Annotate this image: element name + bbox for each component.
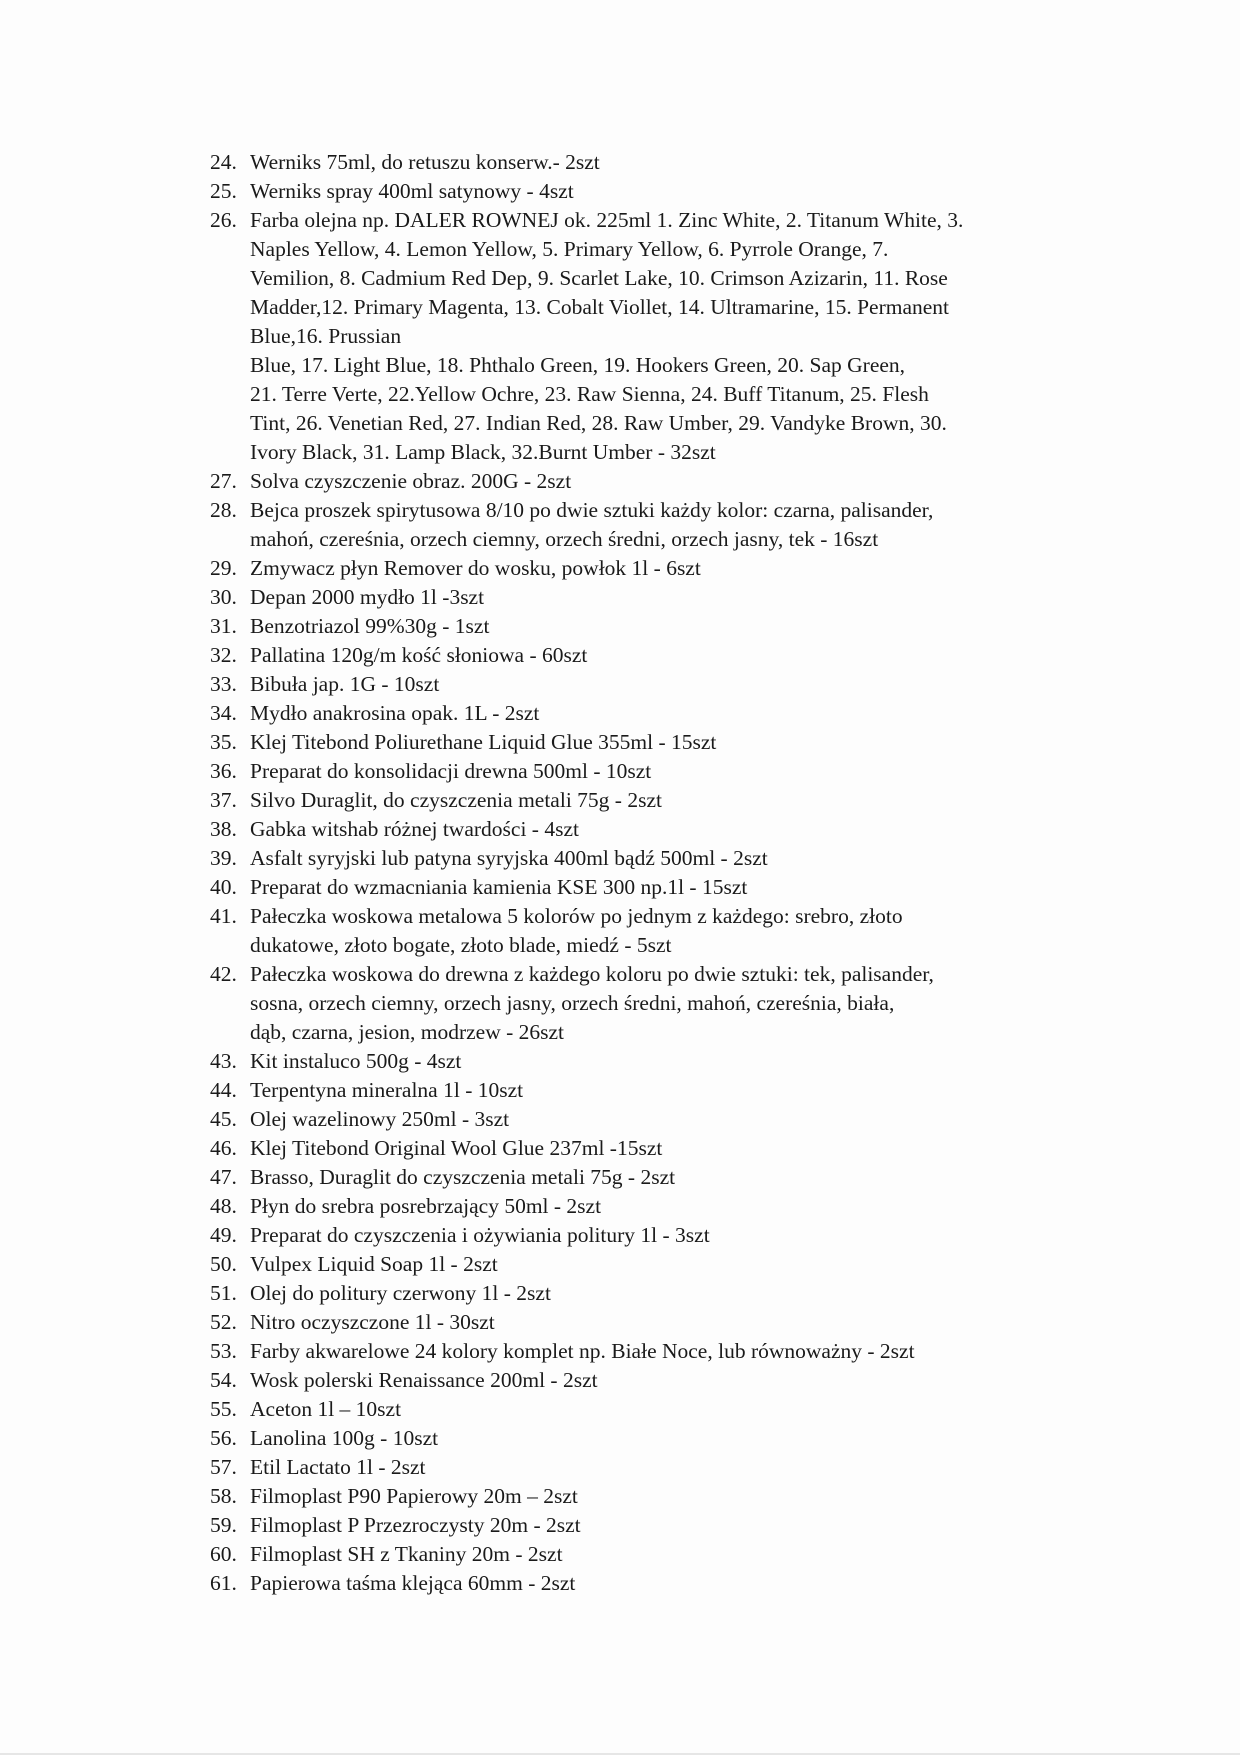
item-text: Gabka witshab różnej twardości - 4szt: [250, 817, 579, 841]
item-number: 53.: [210, 1339, 237, 1363]
item-text: Zmywacz płyn Remover do wosku, powłok 1l - 6szt: [250, 556, 701, 580]
list-item: [210, 1482, 1110, 1511]
item-text: Benzotriazol 99%30g - 1szt: [250, 614, 490, 638]
item-text: Nitro oczyszczone 1l - 30szt: [250, 1310, 495, 1334]
item-text: Klej Titebond Original Wool Glue 237ml -15szt: [250, 1136, 663, 1160]
item-text: Filmoplast P90 Papierowy 20m – 2szt: [250, 1484, 578, 1508]
item-text: Papierowa taśma klejąca 60mm - 2szt: [250, 1571, 576, 1595]
list-item: [210, 1279, 1110, 1308]
list-item: [210, 699, 1110, 728]
item-number: 24.: [210, 150, 237, 174]
item-text: Brasso, Duraglit do czyszczenia metali 75g - 2szt: [250, 1165, 676, 1189]
item-text: Etil Lactato 1l - 2szt: [250, 1455, 426, 1479]
list-item: [210, 873, 1110, 902]
list-item: [210, 148, 1110, 177]
list-item: [210, 960, 1110, 1047]
item-number: 43.: [210, 1049, 237, 1073]
list-item: [210, 815, 1110, 844]
item-text: Farby akwarelowe 24 kolory komplet np. Białe Noce, lub równoważny - 2szt: [250, 1339, 915, 1363]
list-item: [210, 670, 1110, 699]
item-text: Płyn do srebra posrebrzający 50ml - 2szt: [250, 1194, 602, 1218]
item-text: Farba olejna np. DALER ROWNEJ ok. 225ml 1. Zinc White, 2. Titanum White, 3. Naples Yellow, 4. Lemon Yellow, 5. Primary Yellow, 6. Pyrrole Orange, 7. Vemilion, 8. Cadmium Red Dep, 9. Scarlet Lake, 10. Crimson Azizarin, 11. Rose Madder,12. Primary Magenta, 13. Cobalt Viollet, 14. Ultramarine, 15. Permanent Blue,16. Prussian Blue, 17. Light Blue, 18. Phthalo Green, 19. Hookers Green, 20. Sap Green, 21. Terre Verte, 22.Yellow Ochre, 23. Raw Sienna, 24. Buff Titanum, 25. Flesh Tint, 26. Venetian Red, 27. Indian Red, 28. Raw Umber, 29. Vandyke Brown, 30. Ivory Black, 31. Lamp Black, 32.Burnt Umber - 32szt: [250, 208, 964, 464]
item-text: Bibuła jap. 1G - 10szt: [250, 672, 440, 696]
item-text: Aceton 1l – 10szt: [250, 1397, 402, 1421]
list-item: [210, 1569, 1110, 1598]
item-text: Werniks spray 400ml satynowy - 4szt: [250, 179, 574, 203]
item-number: 39.: [210, 846, 237, 870]
item-text: Filmoplast P Przezroczysty 20m - 2szt: [250, 1513, 581, 1537]
list-item: [210, 1192, 1110, 1221]
list-item: [210, 1337, 1110, 1366]
list-item: [210, 641, 1110, 670]
item-text: Terpentyna mineralna 1l - 10szt: [250, 1078, 524, 1102]
item-number: 26.: [210, 208, 237, 232]
list-item: [210, 1163, 1110, 1192]
item-number: 34.: [210, 701, 237, 725]
list-item: [210, 1395, 1110, 1424]
item-number: 36.: [210, 759, 237, 783]
item-number: 40.: [210, 875, 237, 899]
list-item: [210, 1308, 1110, 1337]
list-item: [210, 1105, 1110, 1134]
item-number: 49.: [210, 1223, 237, 1247]
list-item: [210, 844, 1110, 873]
item-text: Pałeczka woskowa do drewna z każdego koloru po dwie sztuki: tek, palisander, sosna, orzech ciemny, orzech jasny, orzech średni, mahoń, czereśnia, biała, dąb, czarna, jesion, modrzew - 26szt: [250, 962, 934, 1044]
item-number: 54.: [210, 1368, 237, 1392]
list-item: [210, 1250, 1110, 1279]
item-number: 60.: [210, 1542, 237, 1566]
list-item: [210, 728, 1110, 757]
list-item: [210, 177, 1110, 206]
item-text: Kit instaluco 500g - 4szt: [250, 1049, 462, 1073]
materials-list: [210, 148, 1110, 1598]
list-item: [210, 583, 1110, 612]
list-item: [210, 1366, 1110, 1395]
item-text: Pałeczka woskowa metalowa 5 kolorów po jednym z każdego: srebro, złoto dukatowe, złoto bogate, złoto blade, miedź - 5szt: [250, 904, 903, 957]
item-number: 50.: [210, 1252, 237, 1276]
item-number: 48.: [210, 1194, 237, 1218]
item-text: Depan 2000 mydło 1l -3szt: [250, 585, 485, 609]
item-text: Silvo Duraglit, do czyszczenia metali 75g - 2szt: [250, 788, 662, 812]
item-number: 55.: [210, 1397, 237, 1421]
list-item: [210, 554, 1110, 583]
list-item: [210, 496, 1110, 554]
item-number: 30.: [210, 585, 237, 609]
item-number: 32.: [210, 643, 237, 667]
item-text: Pallatina 120g/m kość słoniowa - 60szt: [250, 643, 588, 667]
item-text: Lanolina 100g - 10szt: [250, 1426, 439, 1450]
list-item: [210, 612, 1110, 641]
item-number: 61.: [210, 1571, 237, 1595]
list-item: [210, 1047, 1110, 1076]
item-text: Bejca proszek spirytusowa 8/10 po dwie sztuki każdy kolor: czarna, palisander, mahoń, czereśnia, orzech ciemny, orzech średni, orzech jasny, tek - 16szt: [250, 498, 934, 551]
item-text: Solva czyszczenie obraz. 200G - 2szt: [250, 469, 572, 493]
item-number: 33.: [210, 672, 237, 696]
list-item: [210, 1511, 1110, 1540]
item-number: 38.: [210, 817, 237, 841]
item-text: Mydło anakrosina opak. 1L - 2szt: [250, 701, 540, 725]
item-number: 35.: [210, 730, 237, 754]
list-item: [210, 1453, 1110, 1482]
item-number: 29.: [210, 556, 237, 580]
list-item: [210, 1424, 1110, 1453]
list-item: [210, 902, 1110, 960]
item-number: 58.: [210, 1484, 237, 1508]
item-number: 44.: [210, 1078, 237, 1102]
item-number: 45.: [210, 1107, 237, 1131]
list-item: [210, 786, 1110, 815]
item-number: 41.: [210, 904, 237, 928]
list-item: [210, 1134, 1110, 1163]
item-text: Olej do politury czerwony 1l - 2szt: [250, 1281, 551, 1305]
item-number: 57.: [210, 1455, 237, 1479]
item-text: Preparat do konsolidacji drewna 500ml - 10szt: [250, 759, 652, 783]
list-item: [210, 757, 1110, 786]
item-number: 28.: [210, 498, 237, 522]
item-number: 51.: [210, 1281, 237, 1305]
item-text: Vulpex Liquid Soap 1l - 2szt: [250, 1252, 498, 1276]
item-number: 59.: [210, 1513, 237, 1537]
item-number: 56.: [210, 1426, 237, 1450]
item-number: 37.: [210, 788, 237, 812]
item-number: 31.: [210, 614, 237, 638]
item-text: Filmoplast SH z Tkaniny 20m - 2szt: [250, 1542, 563, 1566]
list-item: [210, 1540, 1110, 1569]
list-item: [210, 1076, 1110, 1105]
item-text: Werniks 75ml, do retuszu konserw.- 2szt: [250, 150, 600, 174]
item-number: 27.: [210, 469, 237, 493]
list-item: [210, 206, 1110, 467]
item-number: 46.: [210, 1136, 237, 1160]
item-text: Preparat do czyszczenia i ożywiania politury 1l - 3szt: [250, 1223, 710, 1247]
item-text: Klej Titebond Poliurethane Liquid Glue 355ml - 15szt: [250, 730, 717, 754]
list-item: [210, 467, 1110, 496]
item-number: 47.: [210, 1165, 237, 1189]
item-text: Asfalt syryjski lub patyna syryjska 400ml bądź 500ml - 2szt: [250, 846, 768, 870]
item-text: Wosk polerski Renaissance 200ml - 2szt: [250, 1368, 598, 1392]
item-number: 52.: [210, 1310, 237, 1334]
item-number: 25.: [210, 179, 237, 203]
item-text: Preparat do wzmacniania kamienia KSE 300 np.1l - 15szt: [250, 875, 748, 899]
item-text: Olej wazelinowy 250ml - 3szt: [250, 1107, 510, 1131]
item-number: 42.: [210, 962, 237, 986]
list-item: [210, 1221, 1110, 1250]
